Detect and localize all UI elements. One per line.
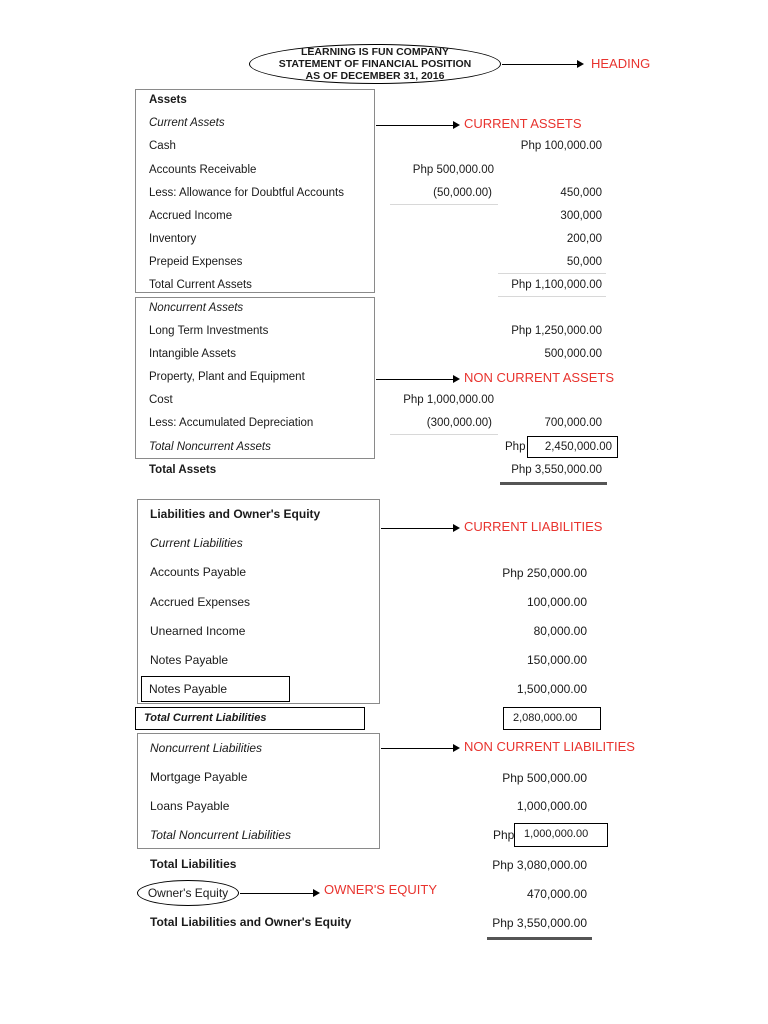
total-current-assets-underline xyxy=(498,296,606,297)
total-current-liabilities-value: 2,080,000.00 xyxy=(513,712,578,724)
ar-value: Php 500,000.00 xyxy=(412,164,494,176)
lti-value: Php 1,250,000.00 xyxy=(511,325,602,337)
mortgage-value: Php 500,000.00 xyxy=(502,771,587,785)
current-liabilities-title: Current Liabilities xyxy=(150,536,243,550)
statement-date: AS OF DECEMBER 31, 2016 xyxy=(305,70,445,82)
current-liabilities-annotation: CURRENT LIABILITIES xyxy=(464,519,603,534)
accrued-income-label: Accrued Income xyxy=(149,210,233,222)
cash-value: Php 100,000.00 xyxy=(520,140,602,152)
owners-equity-arrow xyxy=(240,893,314,894)
total-noncurrent-assets-value: 2,450,000.00 xyxy=(544,441,612,453)
cost-value: Php 1,000,000.00 xyxy=(403,394,494,406)
notes-payable-2-value: 1,500,000.00 xyxy=(516,682,587,696)
noncurrent-assets-arrow xyxy=(376,379,454,380)
noncurrent-assets-annotation: NON CURRENT ASSETS xyxy=(464,370,615,385)
intangible-label: Intangible Assets xyxy=(149,348,236,360)
ap-value: Php 250,000.00 xyxy=(502,566,587,580)
current-liabilities-arrow xyxy=(381,528,454,529)
cost-label: Cost xyxy=(149,394,173,406)
depreciation-label: Less: Accumulated Depreciation xyxy=(149,417,314,429)
statement-title: STATEMENT OF FINANCIAL POSITION xyxy=(278,58,472,70)
intangible-value: 500,000.00 xyxy=(544,348,602,360)
total-liabilities-equity-double-underline xyxy=(487,937,592,940)
prepaid-underline xyxy=(498,273,606,274)
loans-label: Loans Payable xyxy=(150,799,230,813)
prepaid-value: 50,000 xyxy=(566,256,602,268)
inventory-label: Inventory xyxy=(149,233,197,245)
ap-label: Accounts Payable xyxy=(150,565,247,579)
cash-label: Cash xyxy=(149,140,176,152)
liabilities-title: Liabilities and Owner's Equity xyxy=(150,507,321,521)
ar-net-value: 450,000 xyxy=(560,187,602,199)
total-noncurrent-assets-prefix: Php xyxy=(505,441,526,453)
inventory-value: 200,00 xyxy=(566,233,602,245)
total-noncurrent-liabilities-label: Total Noncurrent Liabilities xyxy=(150,828,291,842)
lti-label: Long Term Investments xyxy=(149,325,269,337)
notes-payable-2-label: Notes Payable xyxy=(149,682,228,696)
mortgage-label: Mortgage Payable xyxy=(150,770,248,784)
accrued-income-value: 300,000 xyxy=(560,210,602,222)
depreciation-underline xyxy=(390,434,498,435)
prepaid-label: Prepeid Expenses xyxy=(149,256,243,268)
noncurrent-liabilities-title: Noncurrent Liabilities xyxy=(150,741,263,755)
assets-title: Assets xyxy=(149,94,187,106)
loans-value: 1,000,000.00 xyxy=(516,799,587,813)
current-assets-title: Current Assets xyxy=(149,117,225,129)
unearned-income-value: 80,000.00 xyxy=(533,624,587,638)
ppe-label: Property, Plant and Equipment xyxy=(149,371,305,383)
accrued-expenses-label: Accrued Expenses xyxy=(150,595,251,609)
total-current-assets-value: Php 1,100,000.00 xyxy=(511,279,602,291)
total-liabilities-value: Php 3,080,000.00 xyxy=(492,858,587,872)
current-assets-arrow xyxy=(376,125,454,126)
total-liabilities-label: Total Liabilities xyxy=(150,857,237,871)
total-noncurrent-liabilities-prefix: Php xyxy=(493,828,515,842)
total-liabilities-equity-label: Total Liabilities and Owner's Equity xyxy=(150,915,352,929)
heading-annotation: HEADING xyxy=(591,56,651,71)
total-noncurrent-assets-label: Total Noncurrent Assets xyxy=(149,441,271,453)
total-assets-label: Total Assets xyxy=(149,464,217,476)
total-assets-double-underline xyxy=(500,482,607,485)
total-liabilities-equity-value: Php 3,550,000.00 xyxy=(492,916,587,930)
owners-equity-ellipse xyxy=(137,880,239,906)
owners-equity-annotation: OWNER'S EQUITY xyxy=(324,882,437,897)
company-name: LEARNING IS FUN COMPANY xyxy=(301,46,449,58)
heading-arrow xyxy=(502,64,578,65)
ppe-net-value: 700,000.00 xyxy=(544,417,602,429)
allowance-value: (50,000.00) xyxy=(433,187,492,199)
accrued-expenses-value: 100,000.00 xyxy=(526,595,587,609)
statement-heading xyxy=(249,44,501,84)
total-current-assets-label: Total Current Assets xyxy=(149,279,252,291)
unearned-income-label: Unearned Income xyxy=(150,624,246,638)
noncurrent-assets-title: Noncurrent Assets xyxy=(149,302,244,314)
allowance-label: Less: Allowance for Doubtful Accounts xyxy=(149,187,344,199)
total-assets-value: Php 3,550,000.00 xyxy=(511,464,602,476)
owners-equity-label: Owner's Equity xyxy=(147,886,229,900)
notes-payable-value: 150,000.00 xyxy=(526,653,587,667)
allowance-underline xyxy=(390,204,498,205)
ar-label: Accounts Receivable xyxy=(149,164,257,176)
owners-equity-value: 470,000.00 xyxy=(526,887,587,901)
total-current-liabilities-label: Total Current Liabilities xyxy=(144,712,267,724)
noncurrent-liabilities-arrow xyxy=(381,748,454,749)
noncurrent-liabilities-annotation: NON CURRENT LIABILITIES xyxy=(464,739,635,754)
depreciation-value: (300,000.00) xyxy=(426,417,492,429)
total-noncurrent-liabilities-value: 1,000,000.00 xyxy=(524,828,589,840)
notes-payable-label: Notes Payable xyxy=(150,653,229,667)
current-assets-annotation: CURRENT ASSETS xyxy=(464,116,582,131)
